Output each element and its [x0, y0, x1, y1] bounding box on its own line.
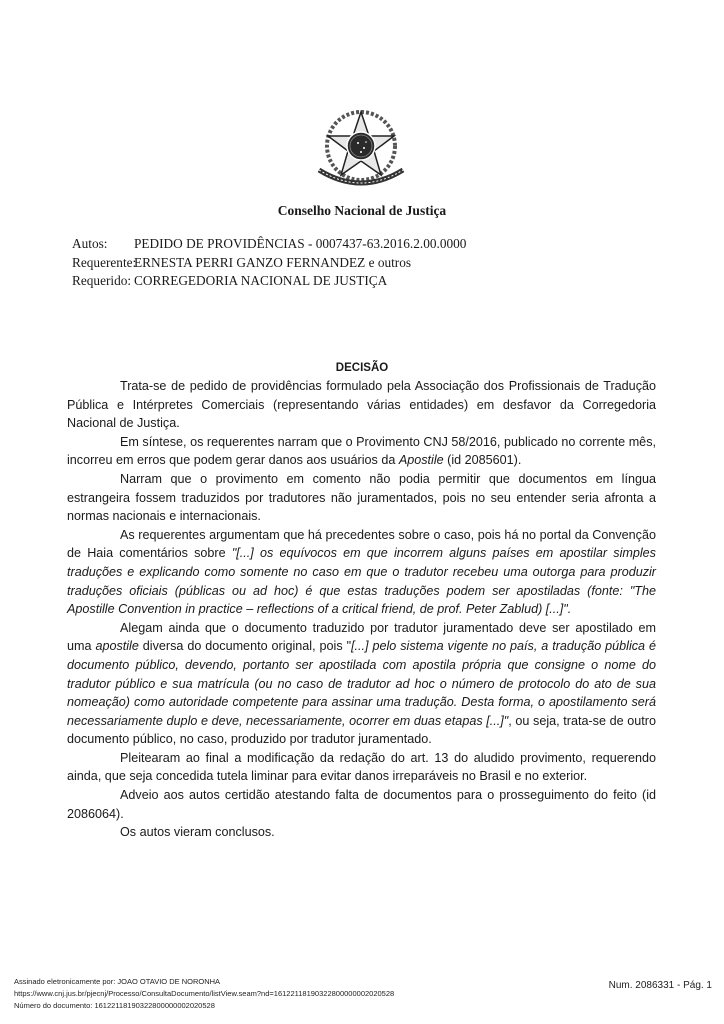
paragraph-text: Adveio aos autos certidão atestando falta de documentos para o prosseguimento do feito (id 2086064).	[67, 788, 656, 821]
paragraph-text: Pleitearam ao final a modificação da redação do art. 13 do aludido provimento, requerendo ainda, que seja concedida tutela liminar para evitar danos irreparáveis no Brasil e no exterior.	[67, 750, 656, 784]
decision-paragraph	[67, 619, 656, 749]
case-info-value: CORREGEDORIA NACIONAL DE JUSTIÇA	[134, 273, 388, 288]
decision-paragraph	[67, 786, 656, 823]
paragraph-text: Os autos vieram conclusos.	[120, 825, 275, 840]
paragraph-text: (id 2085601).	[443, 453, 522, 468]
decision-paragraph	[67, 749, 656, 786]
document-number: Número do documento: 16122118190322800000002020528	[14, 1001, 215, 1010]
case-info-label: Requerido:	[72, 273, 132, 288]
decision-heading: DECISÃO	[335, 362, 389, 374]
italic-quote: "[...] os equívocos em que incorrem alguns países em apostilar simples traduções e explicando como somente no caso em que o tradutor recebeu uma outorga para produzir traduções oficiais (públicas ou ad hoc) é que estas traduções podem ser apostiladas (fonte: "The Apostille Convention in practice – reflections of a critical friend, de prof. Peter Zablud) [...]".	[67, 546, 656, 617]
paragraph-text: Trata-se de pedido de providências formulado pela Associação dos Profissionais de Tradução Pública e Intérpretes Comerciais (representando várias entidades) em desfavor da Corregedoria Nacional de Justiça.	[67, 379, 656, 431]
case-info-value: ERNESTA PERRI GANZO FERNANDEZ e outros	[134, 254, 412, 270]
paragraph-text: Narram que o provimento em comento não podia permitir que documentos em língua estrangeira fossem traduzidos por tradutores não juramentados, pois no seu entender seria afronta a normas nacionais e internacionais.	[67, 471, 656, 524]
case-info-label: Autos:	[72, 236, 108, 251]
decision-paragraph	[67, 823, 656, 842]
case-info-autos	[72, 235, 466, 254]
signed-by: Assinado eletronicamente por: JOAO OTAVIO DE NORONHA	[14, 977, 221, 986]
document-url[interactable]: https://www.cnj.jus.br/pjecnj/Processo/ConsultaDocumento/listView.seam?nd=16122118190322800000002020528	[14, 989, 395, 998]
decision-paragraph	[67, 377, 656, 433]
italic-quote: Apostile	[398, 453, 444, 468]
decision-paragraph	[67, 470, 656, 526]
paragraph-text: , ou seja, trata-se de outro documento público, no caso, produzido por tradutor juramentado.	[67, 713, 656, 747]
italic-quote: [...] pelo sistema vigente no país, a tradução pública é documento público, devendo, portanto ser apostilada com apostila própria que consigne o nome do tradutor público e sua matrícula (ou no caso de tradutor ad hoc o número de protocolo do ato de sua nomeação) como autoridade competente para assinar uma tradução. Desta forma, o apostilamento será necessariamente duplo e deve, necessariamente, ocorrer em duas etapas [...]"	[67, 639, 656, 728]
case-info	[72, 235, 466, 291]
paragraph-text: Em síntese, os requerentes narram que o Provimento CNJ 58/2016, publicado no corrente mês, incorreu em erros que podem gerar danos aos usuários da	[67, 434, 656, 468]
paragraph-text: Alegam ainda que o documento traduzido por tradutor juramentado deve ser apostilado em uma	[67, 620, 656, 654]
case-info-requerido	[72, 272, 466, 291]
case-info-label: Requerente:	[72, 254, 137, 270]
decision-body	[67, 377, 656, 842]
paragraph-text: As requerentes argumentam que há precedentes sobre o caso, pois há no portal da Convenção de Haia comentários sobre	[67, 527, 656, 561]
page-reference: Num. 2086331 - Pág. 1	[608, 980, 712, 991]
decision-paragraph	[67, 433, 656, 470]
paragraph-text: diversa do documento original, pois "	[138, 639, 352, 654]
case-info-value: PEDIDO DE PROVIDÊNCIAS - 0007437-63.2016.2.00.0000	[134, 236, 467, 251]
decision-paragraph	[67, 526, 656, 619]
italic-quote: apostile	[95, 639, 139, 654]
case-info-requerente	[72, 254, 466, 273]
signature-footer	[14, 976, 394, 1012]
brazil-coat-of-arms-icon	[305, 108, 417, 194]
organization-title: Conselho Nacional de Justiça	[277, 203, 447, 218]
